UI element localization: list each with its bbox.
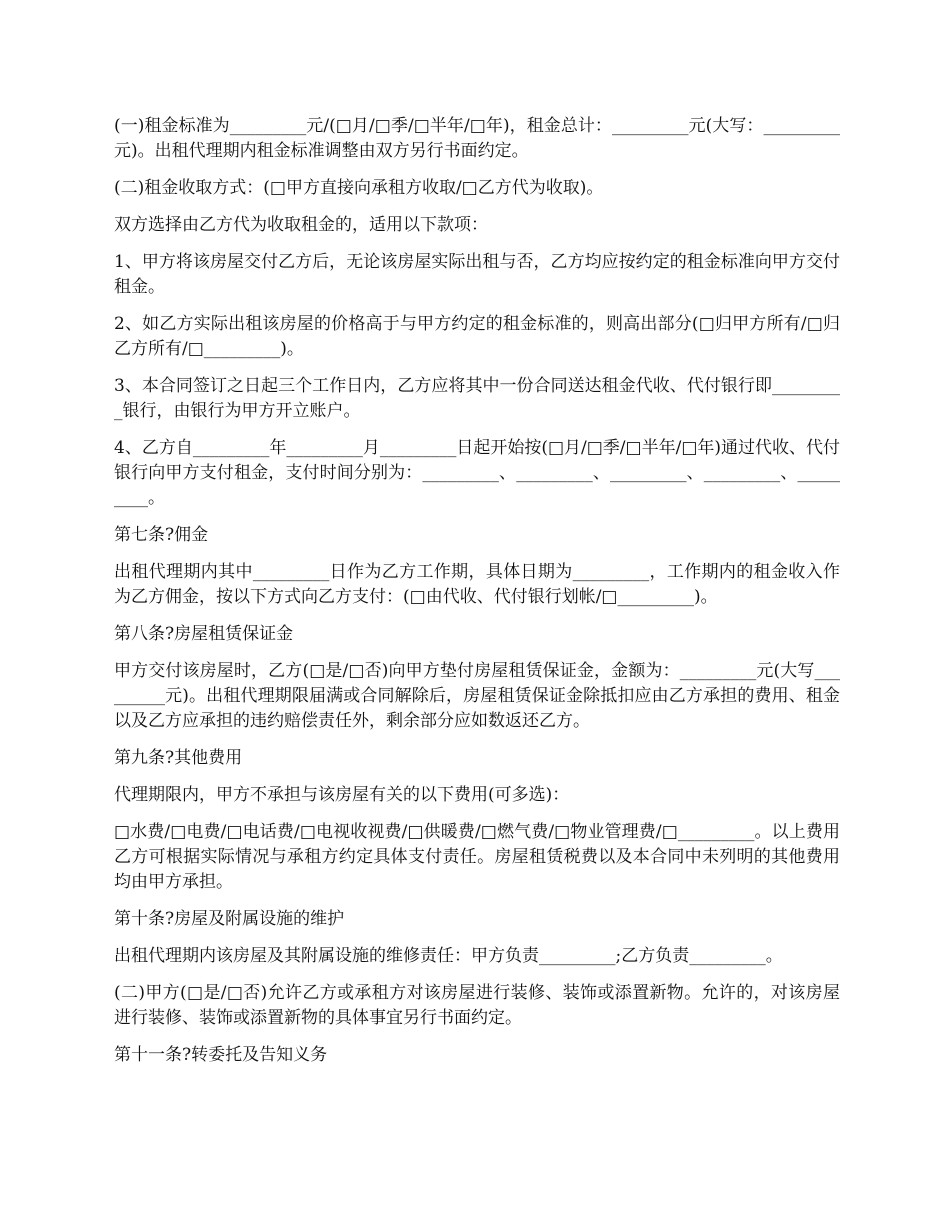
deposit-paragraph: 甲方交付该房屋时，乙方(□是/□否)向甲方垫付房屋租赁保证金，金额为：_________元(大写_________元)。出租代理期限届满或合同解除后，房屋租赁保证金除抵扣应由乙方承担的费用、租金以及乙方应承担的违约赔偿责任外，剩余部分应如数返还乙方。	[114, 661, 840, 731]
article-10-heading: 第十条?房屋及附属设施的维护	[114, 909, 345, 929]
fee-options-paragraph: □水费/□电费/□电话费/□电视收视费/□供暖费/□燃气费/□物业管理费/□_________。以上费用乙方可根据实际情况与承租方约定具体支付责任。房屋租赁税费以及本合同中未列明的其他费用均由甲方承担。	[114, 822, 840, 892]
clause-4-paragraph: 4、乙方自_________年_________月_________日起开始按(□月/□季/□半年/□年)通过代收、代付银行向甲方支付租金，支付时间分别为：_________、_________、_________、_________、_________。	[114, 438, 841, 508]
article-8-heading: 第八条?房屋租赁保证金	[114, 624, 294, 644]
article-9-heading: 第九条?其他费用	[114, 748, 243, 768]
maintenance-responsibility-paragraph: 出租代理期内该房屋及其附属设施的维修责任：甲方负责_________;乙方负责_________。	[114, 946, 783, 966]
article-7-heading: 第七条?佣金	[114, 525, 209, 545]
other-fees-intro-paragraph: 代理期限内，甲方不承担与该房屋有关的以下费用(可多选)：	[114, 785, 570, 805]
renovation-permission-paragraph: (二)甲方(□是/□否)允许乙方或承租方对该房屋进行装修、装饰或添置新物。允许的，对该房屋进行装修、装饰或添置新物的具体事宜另行书面约定。	[114, 983, 840, 1028]
agent-collection-intro-paragraph: 双方选择由乙方代为收取租金的，适用以下款项：	[114, 215, 488, 235]
article-11-heading: 第十一条?转委托及告知义务	[114, 1045, 328, 1065]
clause-1-paragraph: 1、甲方将该房屋交付乙方后，无论该房屋实际出租与否，乙方均应按约定的租金标准向甲方交付租金。	[114, 252, 840, 297]
clause-3-paragraph: 3、本合同签订之日起三个工作日内，乙方应将其中一份合同送达租金代收、代付银行即_________银行，由银行为甲方开立账户。	[114, 376, 840, 421]
rent-collection-method-paragraph: (二)租金收取方式：(□甲方直接向承租方收取/□乙方代为收取)。	[114, 178, 604, 198]
clause-2-paragraph: 2、如乙方实际出租该房屋的价格高于与甲方约定的租金标准的，则高出部分(□归甲方所有/□归乙方所有/□_________)。	[114, 314, 840, 359]
document-body	[114, 114, 840, 1080]
rent-standard-paragraph: (一)租金标准为_________元/(□月/□季/□半年/□年)，租金总计：_________元(大写：_________元)。出租代理期内租金标准调整由双方另行书面约定。	[114, 116, 840, 161]
commission-paragraph: 出租代理期内其中_________日作为乙方工作期，具体日期为_________，工作期内的租金收入作为乙方佣金，按以下方式向乙方支付：(□由代收、代付银行划帐/□_________)。	[114, 562, 840, 607]
